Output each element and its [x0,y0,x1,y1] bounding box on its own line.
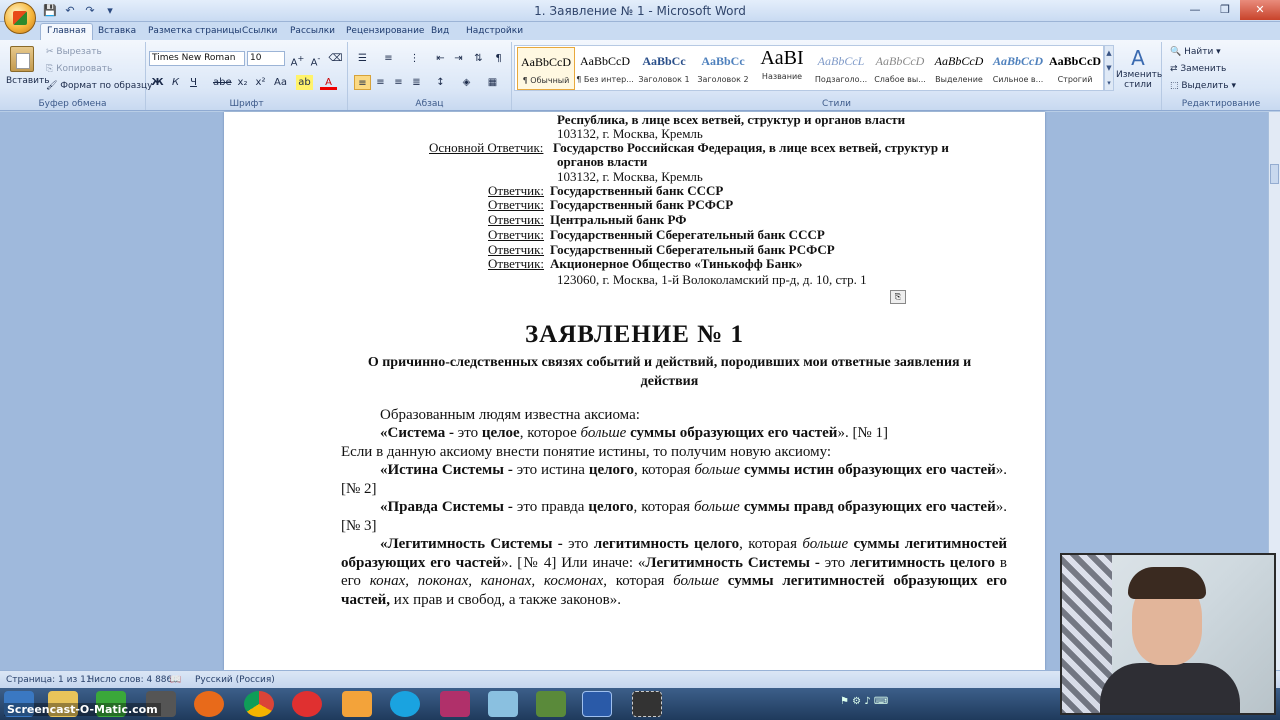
style-title[interactable] [753,47,811,90]
p6-g: ». [№ 4] Или иначе: « [501,554,646,571]
tab-addins[interactable]: Надстройки [466,26,524,36]
tab-mailings[interactable]: Рассылки [290,26,335,36]
style-name: ¶ Обычный [522,76,570,85]
paste-button[interactable]: Вставить [6,76,50,86]
notes-icon[interactable] [488,691,518,717]
style-name: Строгий [1057,75,1093,84]
minimize-icon[interactable]: — [1189,3,1201,16]
change-styles-button[interactable] [1116,46,1163,90]
paragraph-6 [341,535,1007,609]
respondent-name: Акционерное Общество «Тинькофф Банк» [550,256,803,271]
format-painter-label: Формат по образцу [60,81,153,91]
redo-icon[interactable]: ↷ [85,4,95,17]
align-center-icon[interactable]: ≡ [376,77,385,88]
p6-m: , которая [603,573,674,589]
paragraph-5 [341,498,1007,535]
replace-label: Заменить [1180,64,1227,74]
style-name: Сильное в... [992,75,1044,84]
style-subtle-emphasis[interactable] [871,47,929,90]
word-count[interactable]: Число слов: 4 886 [88,675,173,685]
style-preview: AaBbCcD [875,54,925,68]
language-indicator[interactable]: Русский (Россия) [195,675,275,685]
p4-e: больше [694,462,741,478]
ribbon-tabs [0,22,1280,40]
p6-o: суммы легитимностей образующих его частей, [341,573,1007,608]
style-name: Подзаголо... [814,75,868,84]
customize-qat-icon[interactable]: ▾ [107,4,113,17]
align-right-icon[interactable]: ≡ [394,77,403,88]
style-name: Заголовок 1 [638,75,690,84]
style-name: Слабое вы... [874,75,926,84]
multilevel-list-icon[interactable]: ⋮ [409,53,420,64]
bold-icon[interactable]: Ж [151,77,164,88]
select-label: Выделить [1181,81,1229,91]
p6-e: больше [802,536,849,552]
p2-d: , которое [519,425,581,441]
paste-options-icon[interactable]: ⎘ [890,290,906,304]
page-count[interactable]: Страница: 1 из 11 [6,675,92,685]
p4-f: суммы истин образующих его частей [740,462,996,478]
style-preview: AaBbCc [701,54,745,68]
person-hair [1128,567,1206,599]
font-group-label: Шрифт [229,99,264,109]
show-marks-icon[interactable]: ¶ [495,53,502,64]
select-button[interactable]: ⬚ Выделить ▾ [1170,81,1236,91]
clipboard-group-label: Буфер обмена [38,99,107,109]
style-normal[interactable] [517,47,575,90]
p4-b: это истина [516,462,589,478]
shading-icon[interactable]: ◈ [462,77,471,88]
p5-c: целого [588,499,634,515]
respondent-name: Государственный банк СССР [550,183,724,198]
styles-scroll[interactable]: ▲ ▼ ▾ [1104,45,1114,91]
main-respondent-line2: органов власти [557,154,648,169]
font-family-select[interactable]: Times New Roman [149,51,245,66]
p4-a: «Истина Системы - [380,462,517,478]
main-respondent-label: Основной Ответчик: [429,140,544,155]
media-icon[interactable] [536,691,566,717]
change-case-icon[interactable]: Aa [274,77,287,88]
font-color-icon[interactable]: A [320,75,337,90]
style-name: Название [761,72,803,81]
tray-icons[interactable]: ⚑ ⚙ ♪ ⌨ [840,696,889,707]
paragraph-1: Образованным людям известна аксиома: [380,407,640,423]
firefox-icon[interactable] [194,691,224,717]
title-bar [0,0,1280,22]
borders-icon[interactable]: ▦ [487,77,498,88]
respondent-name: Центральный банк РФ [550,212,687,227]
p5-b: это правда [516,499,589,515]
person-body [1100,663,1240,715]
increase-indent-icon[interactable]: ⇥ [454,53,463,64]
sort-icon[interactable]: ⇅ [474,53,483,64]
format-painter-button[interactable]: 🖌 Формат по образцу [46,81,153,91]
document-subheading: О причинно-следственных связях событий и действий, породивших мои ответные заявления и действия [367,355,972,389]
style-heading-1[interactable] [635,47,693,90]
respondent-name: Государственный Сберегательный банк РСФСР [550,242,835,257]
strikethrough-icon[interactable]: abe [213,77,232,88]
spellcheck-icon[interactable]: 📖 [170,675,182,685]
superscript-icon[interactable]: x² [255,77,266,88]
p4-c: целого [588,462,634,478]
clipboard-group [0,42,153,110]
p6-l: конах, поконах, канонах, космонах [369,573,604,589]
tab-review[interactable]: Рецензирование [346,26,425,36]
p2-a: «Система - [380,425,458,441]
font-group [146,42,348,110]
webcam-overlay [1060,553,1276,715]
paragraph-group [348,42,512,110]
decrease-indent-icon[interactable]: ⇤ [436,53,445,64]
justify-icon[interactable]: ≣ [412,77,421,88]
p2-g: ». [№ 1] [837,425,888,441]
p2-c: целое [481,425,520,441]
p4-d: , которая [634,462,695,478]
style-preview: AaBbCcD [580,54,630,68]
p6-i: это [824,554,851,571]
p6-h: Легитимность Системы - [645,554,825,571]
font-size-select[interactable]: 10 [247,51,285,66]
editing-group-label: Редактирование [1181,99,1261,109]
find-label: Найти [1184,47,1214,57]
copy-button[interactable]: ⎘ Копировать [46,64,113,74]
respondent-label: Ответчик: [488,197,545,212]
style-preview: AaBbCcL [817,54,865,68]
paragraph-2 [380,424,1010,443]
style-no-spacing[interactable] [576,47,634,90]
paste-icon[interactable] [10,46,34,72]
style-name: Заголовок 2 [697,75,749,84]
style-name: ¶ Без интер... [576,75,634,84]
p5-e: больше [694,499,740,515]
cut-button[interactable]: ✂ Вырезать [46,47,102,57]
p6-c: легитимность целого [593,536,740,552]
p2-f: суммы образующих его частей [626,425,838,441]
p6-a: «Легитимность Системы - [380,536,569,552]
numbering-icon[interactable]: ≡ [384,53,393,64]
style-strong[interactable] [1046,47,1104,90]
office-logo-icon [13,11,27,25]
paragraph-4 [341,461,1007,498]
respondent-label: Ответчик: [488,183,545,198]
bullets-icon[interactable]: ☰ [358,53,367,64]
respondent-label: Ответчик: [488,212,545,227]
scroll-thumb[interactable] [1270,164,1279,184]
p6-j: легитимность целого [850,554,995,571]
styles-group-label: Стили [822,99,851,109]
tab-home[interactable]: Главная [40,23,93,40]
chrome-icon[interactable] [244,691,274,717]
style-intense-emphasis[interactable] [989,47,1047,90]
tab-insert[interactable]: Вставка [98,26,137,36]
respondent-label: Ответчик: [488,227,545,242]
document-heading: ЗАЯВЛЕНИЕ № 1 [524,321,745,348]
paragraph-group-label: Абзац [415,99,444,109]
find-button[interactable]: 🔍 Найти ▾ [1170,47,1221,57]
style-emphasis[interactable] [930,47,988,90]
p6-k: в его [341,554,1007,589]
office-button[interactable] [4,2,36,34]
yandex-icon[interactable] [292,691,322,717]
style-preview: AaBbCcD [1048,54,1101,68]
tab-page-layout[interactable]: Разметка страницы [148,26,242,36]
p6-d: , которая [739,536,803,552]
main-respondent-line1: Государство Российская Федерация, в лице всех ветвей, структур и [553,140,949,155]
p2-b: это [457,425,482,441]
top-line: Республика, в лице всех ветвей, структур и органов власти [557,112,906,127]
p5-f: суммы правд образующих его частей [739,499,996,515]
p2-e: больше [580,425,627,441]
respondent-label: Ответчик: [488,256,545,271]
clear-formatting-icon[interactable]: ⌫ [328,53,343,64]
p5-g: ». [№ 3] [341,499,1007,534]
style-name: Выделение [935,75,983,84]
p5-d: , которая [633,499,695,515]
style-subtitle[interactable] [812,47,870,90]
screen-capture-icon[interactable] [632,691,662,717]
highlight-icon[interactable]: ab [296,75,313,90]
replace-button[interactable]: ⇄ Заменить [1170,64,1227,74]
top-address: 103132, г. Москва, Кремль [557,126,703,141]
save-icon[interactable]: 💾 [43,4,57,17]
change-styles-label: Изменить стили [1116,70,1163,90]
style-preview: AaBbCc [642,54,686,68]
styles-gallery [514,45,1104,91]
respondent-name: Государственный Сберегательный банк СССР [550,227,825,242]
respondent-label: Ответчик: [488,242,545,257]
shrink-font-icon[interactable]: A- [310,53,321,69]
subscript-icon[interactable]: x₂ [237,77,248,88]
tab-view[interactable]: Вид [431,26,450,36]
p4-g: ». [№ 2] [341,462,1007,497]
main-respondent-address: 103132, г. Москва, Кремль [557,169,703,184]
undo-icon[interactable]: ↶ [65,4,75,17]
skype-icon[interactable] [390,691,420,717]
style-preview: AaBbCcD [521,55,571,69]
italic-icon[interactable]: К [171,77,180,88]
watermark: Screencast-O-Matic.com [4,703,161,716]
grow-font-icon[interactable]: A+ [290,53,305,69]
p6-n: больше [673,573,719,589]
style-preview: AaBbCcD [992,54,1043,68]
tab-references[interactable]: Ссылки [242,26,278,36]
paragraph-3: Если в данную аксиому внести понятие истины, то получим новую аксиому: [341,444,832,460]
p6-b: это [568,536,594,552]
p5-a: «Правда Системы - [380,499,517,515]
last-address: 123060, г. Москва, 1-й Волоколамский пр-д, д. 10, стр. 1 [557,272,867,287]
camera-app-icon[interactable] [440,691,470,717]
window-title: 1. Заявление № 1 - Microsoft Word [534,4,746,18]
word-taskbar-icon[interactable] [582,691,612,717]
ribbon [0,40,1280,111]
p6-p: их прав и свобод, а также законов». [390,591,621,608]
maximize-icon[interactable]: ❐ [1220,3,1230,16]
window-controls [1180,0,1280,20]
document-page[interactable] [224,112,1045,670]
respondent-name: Государственный банк РСФСР [550,197,734,212]
align-left-icon[interactable]: ≡ [354,75,371,90]
style-preview: AaBI [760,47,804,69]
cut-label: Вырезать [56,47,102,57]
line-spacing-icon[interactable]: ↕ [436,77,445,88]
style-preview: AaBbCcD [934,54,984,68]
change-styles-icon: A [1131,46,1145,70]
close-icon[interactable]: ✕ [1240,0,1280,20]
copy-label: Копировать [56,64,113,74]
apps-grid-icon[interactable] [342,691,372,717]
style-heading-2[interactable] [694,47,752,90]
p6-f: суммы легитимностей образующих его частей [341,536,1007,571]
editing-group [1162,42,1280,110]
underline-icon[interactable]: Ч [190,77,197,88]
